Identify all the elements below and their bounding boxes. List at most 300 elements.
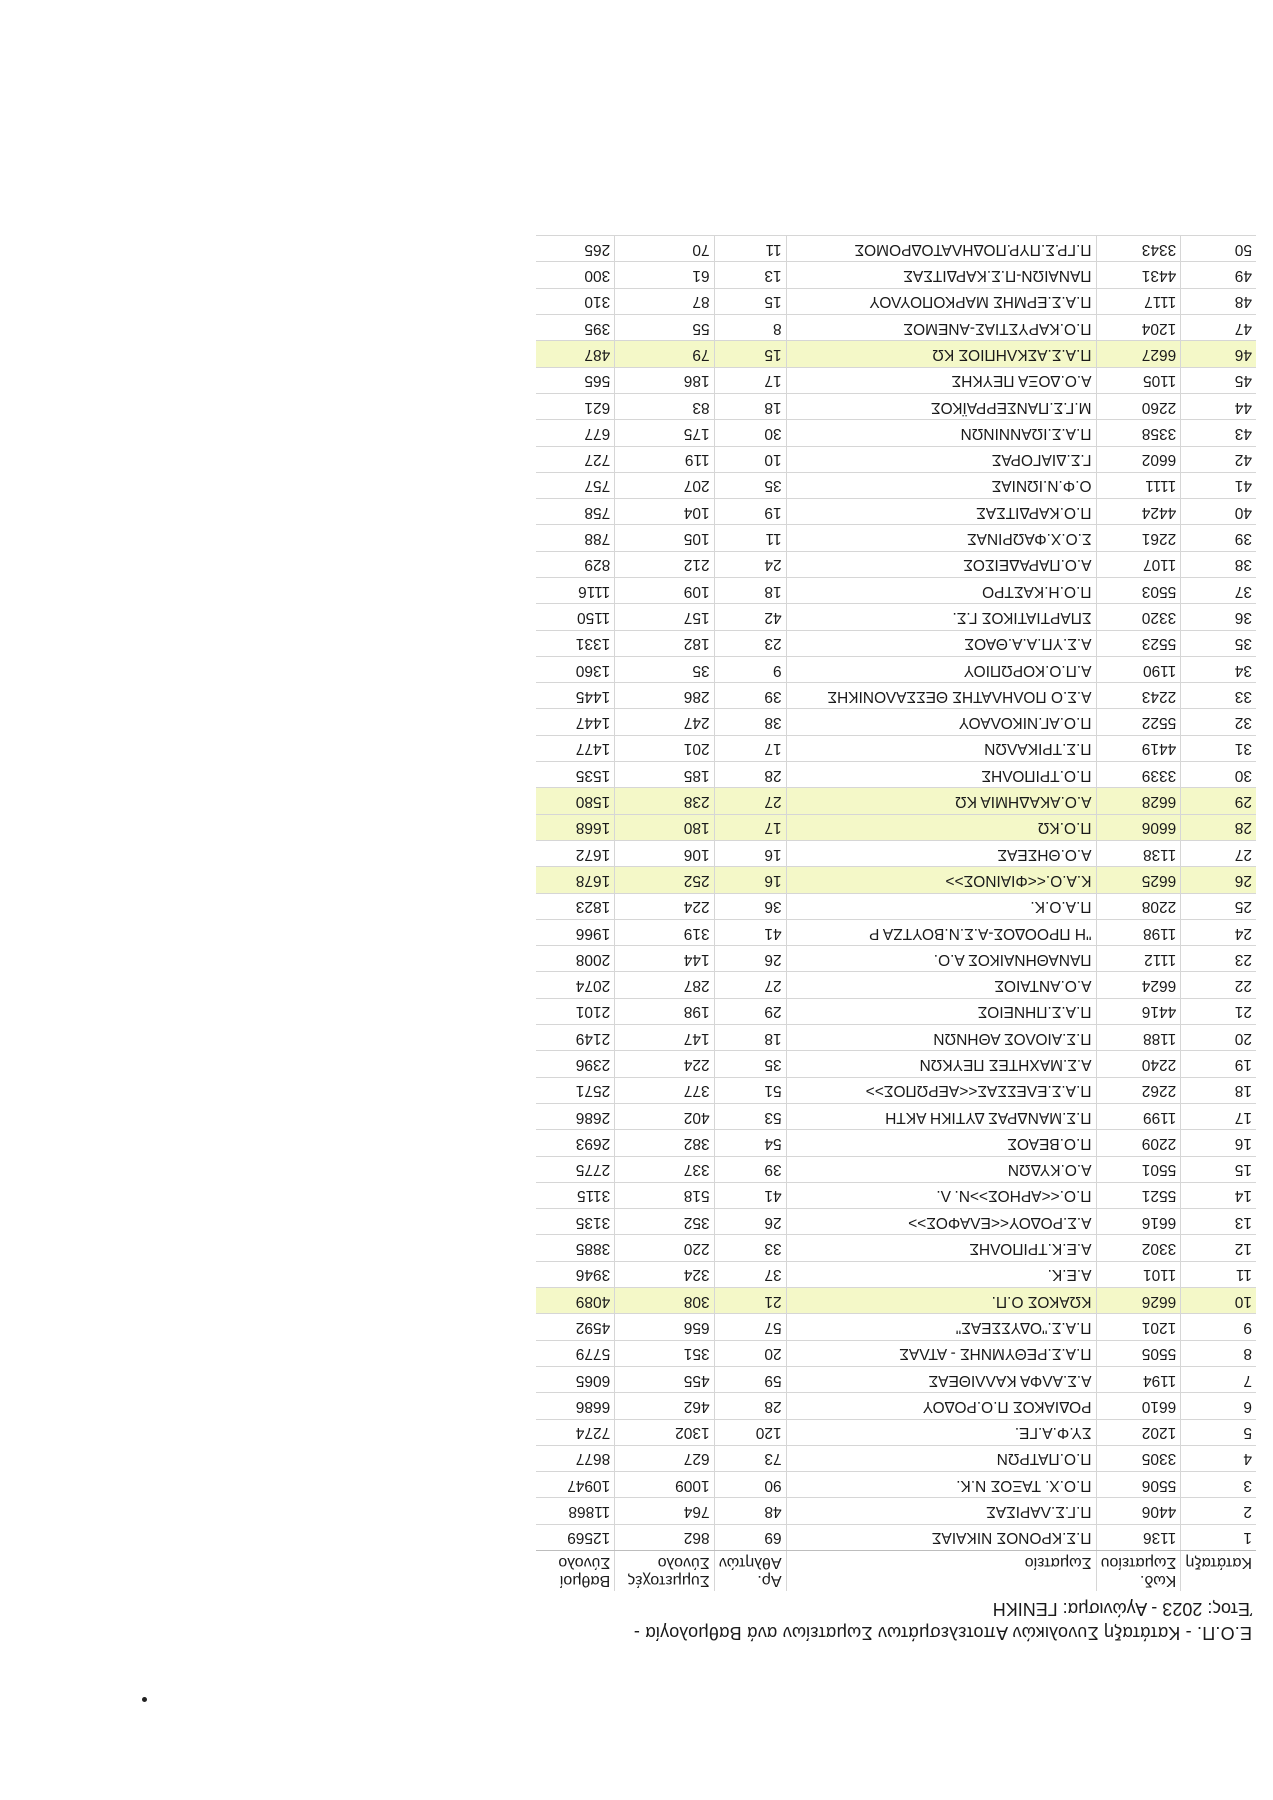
cell-points: 1668 xyxy=(536,814,615,840)
cell-points: 6065 xyxy=(536,1366,615,1392)
cell-points: 310 xyxy=(536,288,615,314)
table-row xyxy=(536,1261,1256,1287)
cell-entries: 35 xyxy=(615,656,714,682)
cell-rank: 44 xyxy=(1181,393,1256,419)
cell-rank: 39 xyxy=(1181,525,1256,551)
cell-code: 5522 xyxy=(1096,709,1181,735)
cell-rank: 33 xyxy=(1181,683,1256,709)
cell-entries: 337 xyxy=(615,1156,714,1182)
cell-code: 3320 xyxy=(1096,604,1181,630)
cell-entries: 247 xyxy=(615,709,714,735)
cell-points: 2101 xyxy=(536,998,615,1024)
cell-rank: 4 xyxy=(1181,1445,1256,1471)
cell-points: 300 xyxy=(536,262,615,288)
cell-name: Α.Ο.ΔΟΞΑ ΠΕΥΚΗΣ xyxy=(786,367,1096,393)
cell-athletes: 16 xyxy=(714,840,786,866)
cell-points: 11868 xyxy=(536,1498,615,1524)
cell-points: 1360 xyxy=(536,656,615,682)
cell-athletes: 21 xyxy=(714,1288,786,1314)
cell-athletes: 36 xyxy=(714,893,786,919)
cell-entries: 402 xyxy=(615,1103,714,1129)
cell-rank: 7 xyxy=(1181,1366,1256,1392)
cell-points: 487 xyxy=(536,341,615,367)
cell-name: Π.Α.Σ."ΟΔΥΣΣΕΑΣ" xyxy=(786,1314,1096,1340)
cell-name: Α.Ο.ΘΗΣΕΑΣ xyxy=(786,840,1096,866)
table-row xyxy=(536,709,1256,735)
cell-name: Π.Α.Σ.ΡΕΘΥΜΝΗΣ - ΑΤΛΑΣ xyxy=(786,1340,1096,1366)
cell-entries: 238 xyxy=(615,788,714,814)
cell-code: 2262 xyxy=(1096,1077,1181,1103)
cell-name: Κ.Α.Ο.<<ΦΙΑΙΝΟΣ>> xyxy=(786,867,1096,893)
cell-rank: 19 xyxy=(1181,1051,1256,1077)
cell-rank: 23 xyxy=(1181,946,1256,972)
cell-entries: 70 xyxy=(615,236,714,262)
table-row xyxy=(536,367,1256,393)
cell-name: Π.Σ.ΜΑΝΔΡΑΣ ΔΥΤΙΚΗ ΑΚΤΗ xyxy=(786,1103,1096,1129)
table-row xyxy=(536,1025,1256,1051)
cell-athletes: 17 xyxy=(714,367,786,393)
cell-points: 1580 xyxy=(536,788,615,814)
cell-name: Π.Ο.Χ. ΤΑΞΟΣ Ν.Κ. xyxy=(786,1472,1096,1498)
cell-athletes: 11 xyxy=(714,236,786,262)
cell-athletes: 11 xyxy=(714,525,786,551)
table-row xyxy=(536,867,1256,893)
table-row xyxy=(536,1393,1256,1419)
cell-code: 6626 xyxy=(1096,1288,1181,1314)
cell-points: 1966 xyxy=(536,919,615,945)
cell-entries: 119 xyxy=(615,446,714,472)
cell-entries: 144 xyxy=(615,946,714,972)
cell-code: 1198 xyxy=(1096,919,1181,945)
cell-athletes: 39 xyxy=(714,1156,786,1182)
table-body xyxy=(536,236,1256,1551)
cell-rank: 38 xyxy=(1181,551,1256,577)
cell-code: 1136 xyxy=(1096,1524,1181,1550)
cell-points: 1116 xyxy=(536,578,615,604)
cell-entries: 109 xyxy=(615,578,714,604)
cell-entries: 462 xyxy=(615,1393,714,1419)
table-row xyxy=(536,1366,1256,1392)
table-row xyxy=(536,1235,1256,1261)
table-row xyxy=(536,972,1256,998)
cell-code: 4419 xyxy=(1096,735,1181,761)
cell-rank: 5 xyxy=(1181,1419,1256,1445)
cell-entries: 862 xyxy=(615,1524,714,1550)
cell-entries: 180 xyxy=(615,814,714,840)
cell-name: Α.Σ.ΑΛΦΑ ΚΑΛΛΙΘΕΑΣ xyxy=(786,1366,1096,1392)
cell-entries: 157 xyxy=(615,604,714,630)
cell-rank: 46 xyxy=(1181,341,1256,367)
cell-points: 1445 xyxy=(536,683,615,709)
cell-rank: 26 xyxy=(1181,867,1256,893)
cell-rank: 36 xyxy=(1181,604,1256,630)
cell-code: 1111 xyxy=(1096,472,1181,498)
cell-entries: 104 xyxy=(615,499,714,525)
cell-rank: 9 xyxy=(1181,1314,1256,1340)
cell-rank: 37 xyxy=(1181,578,1256,604)
cell-entries: 252 xyxy=(615,867,714,893)
table-row xyxy=(536,262,1256,288)
cell-points: 4592 xyxy=(536,1314,615,1340)
cell-points: 621 xyxy=(536,393,615,419)
cell-athletes: 17 xyxy=(714,735,786,761)
table-row xyxy=(536,1524,1256,1550)
document-sheet xyxy=(520,215,1256,1645)
cell-athletes: 15 xyxy=(714,288,786,314)
cell-name: Π.Ο.<<ΑΡΗΟΣ>>Ν. Λ. xyxy=(786,1182,1096,1208)
ranking-table xyxy=(536,235,1256,1591)
cell-rank: 16 xyxy=(1181,1130,1256,1156)
cell-entries: 287 xyxy=(615,972,714,998)
cell-name: ΠΑΝΑΘΗΝΑΙΚΟΣ Α.Ο. xyxy=(786,946,1096,972)
cell-points: 677 xyxy=(536,420,615,446)
cell-name: Α.Σ.ΥΠ.Α.Α.ΘΑΟΣ xyxy=(786,630,1096,656)
col-code-header: Κωδ. Σωματείου xyxy=(1096,1551,1181,1592)
cell-rank: 32 xyxy=(1181,709,1256,735)
table-row xyxy=(536,551,1256,577)
cell-entries: 656 xyxy=(615,1314,714,1340)
cell-athletes: 53 xyxy=(714,1103,786,1129)
cell-code: 1199 xyxy=(1096,1103,1181,1129)
cell-entries: 627 xyxy=(615,1445,714,1471)
cell-points: 1477 xyxy=(536,735,615,761)
cell-points: 3946 xyxy=(536,1261,615,1287)
cell-entries: 455 xyxy=(615,1366,714,1392)
cell-name: Α.Ε.Κ. xyxy=(786,1261,1096,1287)
table-row xyxy=(536,1445,1256,1471)
cell-code: 2260 xyxy=(1096,393,1181,419)
table-row xyxy=(536,1103,1256,1129)
cell-rank: 31 xyxy=(1181,735,1256,761)
table-row xyxy=(536,472,1256,498)
cell-rank: 45 xyxy=(1181,367,1256,393)
cell-athletes: 38 xyxy=(714,709,786,735)
cell-code: 1190 xyxy=(1096,656,1181,682)
table-row xyxy=(536,840,1256,866)
cell-code: 1112 xyxy=(1096,946,1181,972)
cell-entries: 764 xyxy=(615,1498,714,1524)
document-subtitle: Έτος: 2023 - Αγώνισμα: ΓΕΝΙΚΗ xyxy=(992,1599,1252,1619)
cell-points: 1535 xyxy=(536,762,615,788)
col-club-header: Σωματείο xyxy=(786,1551,1096,1592)
cell-code: 4424 xyxy=(1096,499,1181,525)
cell-code: 2208 xyxy=(1096,893,1181,919)
cell-points: 1823 xyxy=(536,893,615,919)
cell-name: Α.Ε.Κ.ΤΡΙΠΟΛΗΣ xyxy=(786,1235,1096,1261)
cell-entries: 106 xyxy=(615,840,714,866)
cell-entries: 224 xyxy=(615,1051,714,1077)
table-row xyxy=(536,762,1256,788)
cell-name: Π.Α.Ο.Κ. xyxy=(786,893,1096,919)
cell-athletes: 9 xyxy=(714,656,786,682)
cell-code: 1101 xyxy=(1096,1261,1181,1287)
cell-rank: 43 xyxy=(1181,420,1256,446)
cell-rank: 1 xyxy=(1181,1524,1256,1550)
col-entries-header: Συμμετοχές Σύνολο xyxy=(615,1551,714,1592)
cell-points: 1150 xyxy=(536,604,615,630)
cell-athletes: 73 xyxy=(714,1445,786,1471)
table-row xyxy=(536,1419,1256,1445)
cell-entries: 87 xyxy=(615,288,714,314)
cell-rank: 25 xyxy=(1181,893,1256,919)
cell-rank: 34 xyxy=(1181,656,1256,682)
cell-athletes: 26 xyxy=(714,1209,786,1235)
cell-code: 6628 xyxy=(1096,788,1181,814)
cell-code: 6602 xyxy=(1096,446,1181,472)
table-row xyxy=(536,1182,1256,1208)
cell-entries: 224 xyxy=(615,893,714,919)
cell-athletes: 18 xyxy=(714,393,786,419)
cell-points: 3115 xyxy=(536,1182,615,1208)
cell-rank: 12 xyxy=(1181,1235,1256,1261)
cell-name: Π.Α.Σ.ΕΛΕΣΣΑΣ<<ΑΕΡΩΠΟΣ>> xyxy=(786,1077,1096,1103)
cell-points: 2571 xyxy=(536,1077,615,1103)
cell-rank: 49 xyxy=(1181,262,1256,288)
cell-entries: 286 xyxy=(615,683,714,709)
cell-entries: 319 xyxy=(615,919,714,945)
table-row xyxy=(536,919,1256,945)
cell-athletes: 10 xyxy=(714,446,786,472)
cell-rank: 8 xyxy=(1181,1340,1256,1366)
cell-rank: 27 xyxy=(1181,840,1256,866)
cell-code: 2261 xyxy=(1096,525,1181,551)
cell-rank: 24 xyxy=(1181,919,1256,945)
cell-points: 4089 xyxy=(536,1288,615,1314)
document-title: Ε.Ο.Π. - Κατάταξη Συνολικών Αποτελεσμάτων Σωματείων ανά Βαθμολογία - xyxy=(633,1623,1252,1643)
cell-rank: 41 xyxy=(1181,472,1256,498)
table-row xyxy=(536,420,1256,446)
cell-rank: 10 xyxy=(1181,1288,1256,1314)
cell-points: 2074 xyxy=(536,972,615,998)
cell-entries: 83 xyxy=(615,393,714,419)
cell-entries: 147 xyxy=(615,1025,714,1051)
cell-athletes: 35 xyxy=(714,472,786,498)
cell-code: 3358 xyxy=(1096,420,1181,446)
table-header-row xyxy=(536,1551,1256,1592)
table-row xyxy=(536,315,1256,341)
cell-entries: 207 xyxy=(615,472,714,498)
scan-speck xyxy=(142,1697,147,1702)
cell-name: Π.ΓΡ.Σ.ΠΥΡ.ΠΟΔΗΛΑΤΟΔΡΟΜΟΣ xyxy=(786,236,1096,262)
cell-athletes: 23 xyxy=(714,630,786,656)
cell-entries: 182 xyxy=(615,630,714,656)
cell-athletes: 26 xyxy=(714,946,786,972)
cell-athletes: 35 xyxy=(714,1051,786,1077)
cell-name: Π.Α.Σ.ΙΩΑΝΝΙΝΩΝ xyxy=(786,420,1096,446)
cell-points: 265 xyxy=(536,236,615,262)
cell-points: 8677 xyxy=(536,1445,615,1471)
cell-rank: 28 xyxy=(1181,814,1256,840)
cell-name: Π.Α.Σ.ΕΡΜΗΣ ΜΑΡΚΟΠΟΥΛΟΥ xyxy=(786,288,1096,314)
cell-code: 1201 xyxy=(1096,1314,1181,1340)
table-row xyxy=(536,236,1256,262)
cell-entries: 79 xyxy=(615,341,714,367)
cell-code: 5506 xyxy=(1096,1472,1181,1498)
cell-rank: 18 xyxy=(1181,1077,1256,1103)
cell-entries: 186 xyxy=(615,367,714,393)
cell-points: 395 xyxy=(536,315,615,341)
cell-name: Π.Α.Σ.ΑΣΚΛΗΠΙΟΣ ΚΩ xyxy=(786,341,1096,367)
cell-code: 3302 xyxy=(1096,1235,1181,1261)
cell-code: 1107 xyxy=(1096,551,1181,577)
cell-code: 6627 xyxy=(1096,341,1181,367)
cell-name: Π.Ο.ΚΩ xyxy=(786,814,1096,840)
cell-points: 2693 xyxy=(536,1130,615,1156)
cell-name: Π.Ο.Η.ΚΑΣΤΡΟ xyxy=(786,578,1096,604)
cell-name: Π.Α.Σ.ΠΗΝΕΙΟΣ xyxy=(786,998,1096,1024)
cell-name: Π.Ο.ΚΑΡΥΣΤΙΑΣ-ΑΝΕΜΟΣ xyxy=(786,315,1096,341)
cell-athletes: 15 xyxy=(714,341,786,367)
cell-entries: 61 xyxy=(615,262,714,288)
cell-athletes: 24 xyxy=(714,551,786,577)
cell-name: Α.Π.Ο.ΚΟΡΩΠΙΟΥ xyxy=(786,656,1096,682)
cell-rank: 20 xyxy=(1181,1025,1256,1051)
cell-code: 4431 xyxy=(1096,262,1181,288)
cell-code: 2240 xyxy=(1096,1051,1181,1077)
cell-athletes: 16 xyxy=(714,867,786,893)
table-row xyxy=(536,946,1256,972)
cell-code: 2243 xyxy=(1096,683,1181,709)
table-row xyxy=(536,393,1256,419)
cell-code: 1117 xyxy=(1096,288,1181,314)
cell-code: 6616 xyxy=(1096,1209,1181,1235)
cell-rank: 17 xyxy=(1181,1103,1256,1129)
table-row xyxy=(536,1314,1256,1340)
cell-athletes: 19 xyxy=(714,499,786,525)
cell-points: 757 xyxy=(536,472,615,498)
cell-rank: 22 xyxy=(1181,972,1256,998)
table-row xyxy=(536,814,1256,840)
table-row xyxy=(536,1209,1256,1235)
cell-athletes: 41 xyxy=(714,1182,786,1208)
table-row xyxy=(536,788,1256,814)
cell-athletes: 18 xyxy=(714,1025,786,1051)
table-row xyxy=(536,525,1256,551)
cell-points: 565 xyxy=(536,367,615,393)
cell-entries: 352 xyxy=(615,1209,714,1235)
cell-athletes: 8 xyxy=(714,315,786,341)
cell-code: 5503 xyxy=(1096,578,1181,604)
cell-athletes: 37 xyxy=(714,1261,786,1287)
cell-athletes: 59 xyxy=(714,1366,786,1392)
cell-athletes: 33 xyxy=(714,1235,786,1261)
cell-points: 829 xyxy=(536,551,615,577)
cell-athletes: 27 xyxy=(714,972,786,998)
cell-rank: 35 xyxy=(1181,630,1256,656)
cell-athletes: 17 xyxy=(714,814,786,840)
cell-points: 2396 xyxy=(536,1051,615,1077)
cell-name: Ο.Φ.Ν.ΙΩΝΙΑΣ xyxy=(786,472,1096,498)
cell-name: Γ.Σ.ΔΙΑΓΟΡΑΣ xyxy=(786,446,1096,472)
table-row xyxy=(536,630,1256,656)
table-row xyxy=(536,735,1256,761)
col-athletes-header: Αρ. Αθλητών xyxy=(714,1551,786,1592)
cell-points: 1678 xyxy=(536,867,615,893)
cell-rank: 21 xyxy=(1181,998,1256,1024)
cell-rank: 50 xyxy=(1181,236,1256,262)
table-row xyxy=(536,288,1256,314)
cell-code: 1204 xyxy=(1096,315,1181,341)
cell-name: Π.Σ.ΚΡΟΝΟΣ ΝΙΚΑΙΑΣ xyxy=(786,1524,1096,1550)
cell-code: 1202 xyxy=(1096,1419,1181,1445)
cell-rank: 11 xyxy=(1181,1261,1256,1287)
table-row xyxy=(536,1340,1256,1366)
table-row xyxy=(536,1498,1256,1524)
cell-name: Μ.Γ.Σ.ΠΑΝΣΕΡΡΑΪΚΟΣ xyxy=(786,393,1096,419)
cell-entries: 201 xyxy=(615,735,714,761)
cell-name: Π.Ο.ΚΑΡΔΙΤΣΑΣ xyxy=(786,499,1096,525)
cell-rank: 13 xyxy=(1181,1209,1256,1235)
cell-name: "Η ΠΡΟΟΔΟΣ-Α.Σ.Ν.ΒΟΥΤΖΑ Ρ xyxy=(786,919,1096,945)
cell-athletes: 29 xyxy=(714,998,786,1024)
cell-rank: 42 xyxy=(1181,446,1256,472)
cell-code: 4406 xyxy=(1096,1498,1181,1524)
cell-code: 5521 xyxy=(1096,1182,1181,1208)
cell-entries: 518 xyxy=(615,1182,714,1208)
table-row xyxy=(536,1051,1256,1077)
table-row xyxy=(536,998,1256,1024)
cell-code: 1105 xyxy=(1096,367,1181,393)
cell-code: 4416 xyxy=(1096,998,1181,1024)
cell-athletes: 28 xyxy=(714,762,786,788)
cell-rank: 6 xyxy=(1181,1393,1256,1419)
cell-athletes: 69 xyxy=(714,1524,786,1550)
cell-entries: 351 xyxy=(615,1340,714,1366)
cell-entries: 220 xyxy=(615,1235,714,1261)
cell-athletes: 41 xyxy=(714,919,786,945)
cell-entries: 382 xyxy=(615,1130,714,1156)
cell-rank: 2 xyxy=(1181,1498,1256,1524)
cell-points: 758 xyxy=(536,499,615,525)
cell-code: 1194 xyxy=(1096,1366,1181,1392)
cell-points: 3135 xyxy=(536,1209,615,1235)
cell-name: Π.Γ.Σ.ΛΑΡΙΣΑΣ xyxy=(786,1498,1096,1524)
cell-name: Π.Ο.ΒΕΑΟΣ xyxy=(786,1130,1096,1156)
cell-athletes: 28 xyxy=(714,1393,786,1419)
cell-athletes: 39 xyxy=(714,683,786,709)
cell-points: 1672 xyxy=(536,840,615,866)
cell-rank: 40 xyxy=(1181,499,1256,525)
cell-name: ΚΩΑΚΟΣ Ο.Π. xyxy=(786,1288,1096,1314)
table-row xyxy=(536,1156,1256,1182)
cell-rank: 30 xyxy=(1181,762,1256,788)
cell-name: ΠΑΝΑΙΩΝ-Π.Σ.ΚΑΡΔΙΤΣΑΣ xyxy=(786,262,1096,288)
cell-athletes: 30 xyxy=(714,420,786,446)
table-row xyxy=(536,656,1256,682)
cell-athletes: 13 xyxy=(714,262,786,288)
cell-points: 2775 xyxy=(536,1156,615,1182)
cell-entries: 55 xyxy=(615,315,714,341)
cell-entries: 198 xyxy=(615,998,714,1024)
cell-name: Α.Σ.ΜΑΧΗΤΕΣ ΠΕΥΚΩΝ xyxy=(786,1051,1096,1077)
cell-name: Α.Ο.ΠΑΡΑΔΕΙΣΟΣ xyxy=(786,551,1096,577)
col-rank-header: Κατάταξη xyxy=(1181,1551,1256,1592)
cell-athletes: 120 xyxy=(714,1419,786,1445)
table-row xyxy=(536,1077,1256,1103)
cell-name: Α.Ο.ΚΥΔΩΝ xyxy=(786,1156,1096,1182)
cell-points: 1447 xyxy=(536,709,615,735)
cell-athletes: 42 xyxy=(714,604,786,630)
cell-name: Π.Σ.ΑΙΟΛΟΣ ΑΘΗΝΩΝ xyxy=(786,1025,1096,1051)
cell-entries: 377 xyxy=(615,1077,714,1103)
cell-points: 2149 xyxy=(536,1025,615,1051)
cell-points: 5779 xyxy=(536,1340,615,1366)
cell-name: Π.Ο.ΤΡΙΠΟΛΗΣ xyxy=(786,762,1096,788)
cell-entries: 212 xyxy=(615,551,714,577)
cell-code: 1138 xyxy=(1096,840,1181,866)
cell-name: Π.Ο.ΠΑΤΡΩΝ xyxy=(786,1445,1096,1471)
cell-rank: 48 xyxy=(1181,288,1256,314)
